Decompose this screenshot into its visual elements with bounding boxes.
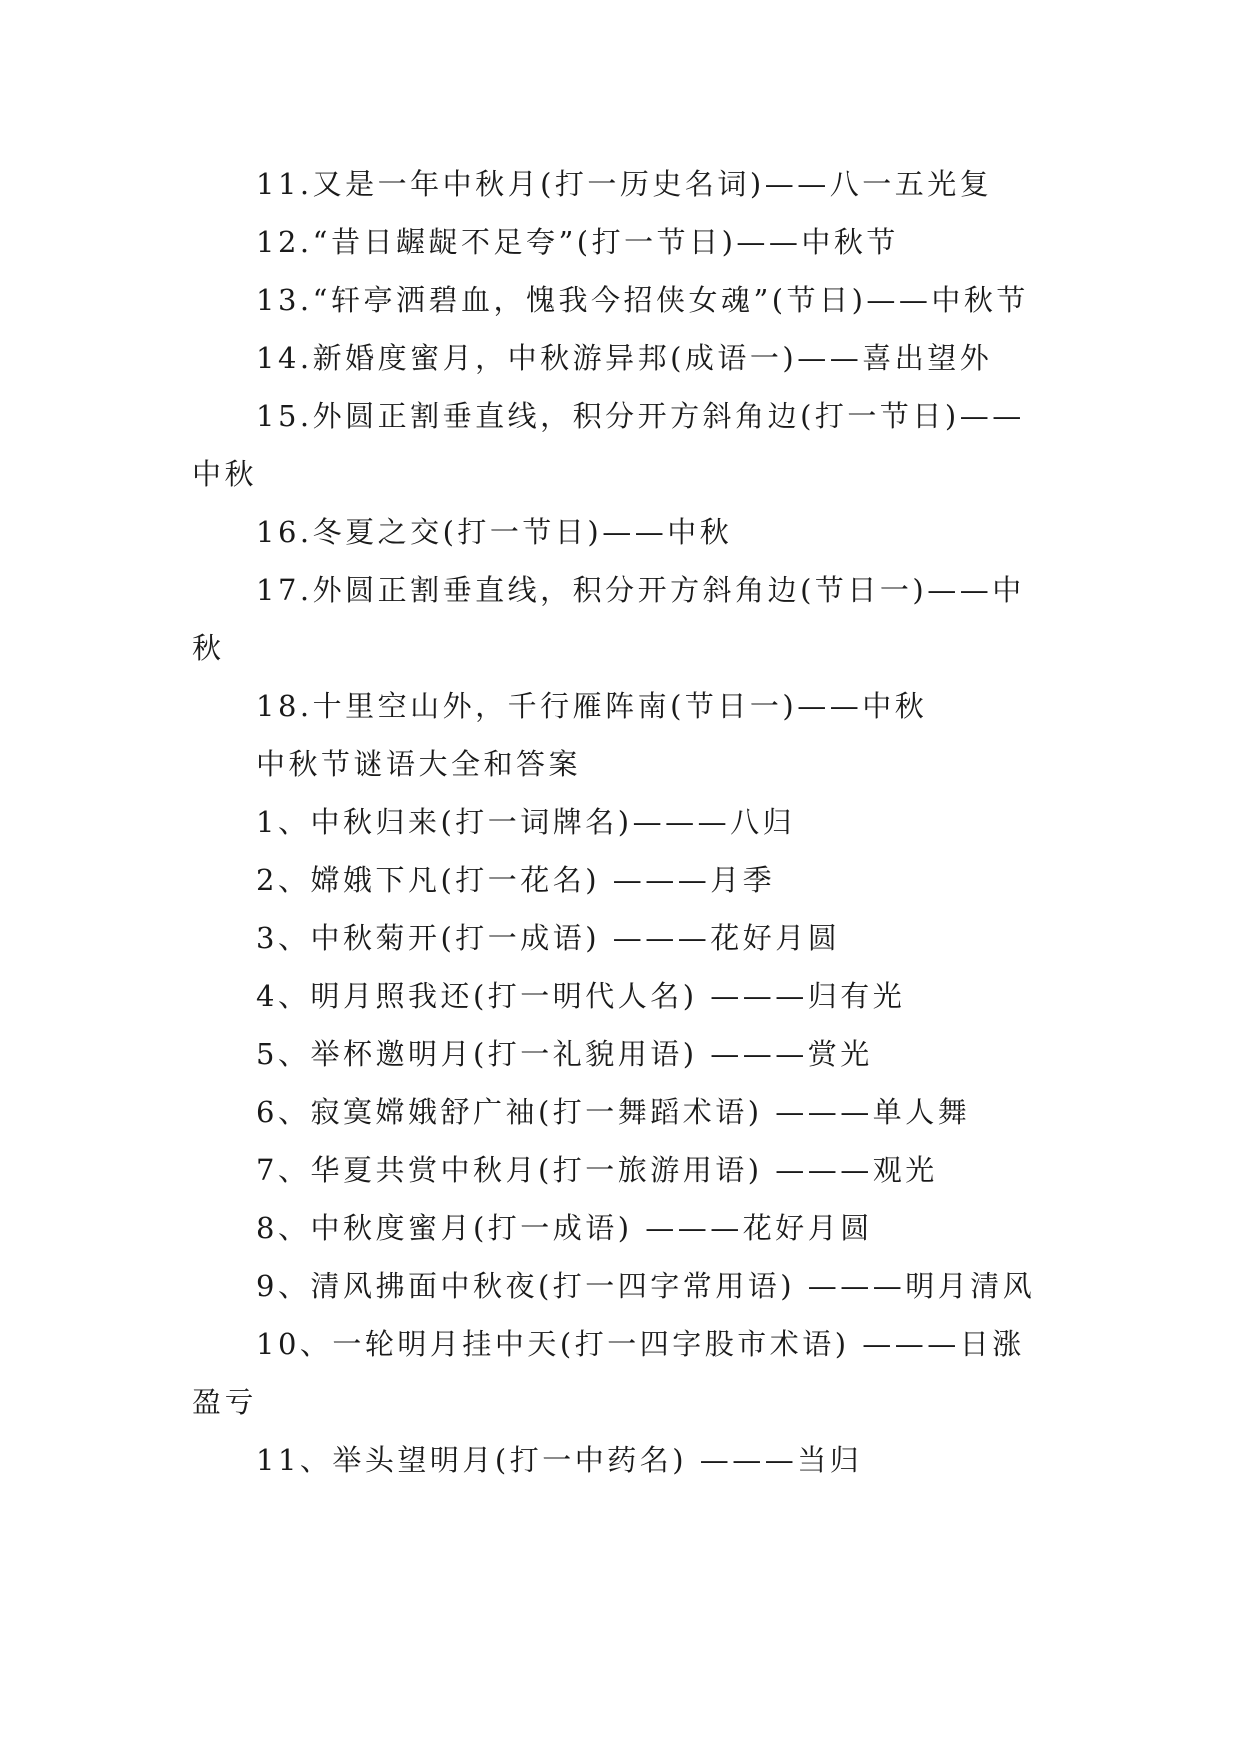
riddle-paragraph: 6、寂寞嫦娥舒广袖(打一舞蹈术语) ———单人舞 (256, 1095, 971, 1129)
riddle-paragraph: 9、清风拂面中秋夜(打一四字常用语) ———明月清风 (256, 1269, 1036, 1303)
riddle-paragraph: 3、中秋菊开(打一成语) ———花好月圆 (256, 921, 841, 955)
riddle-paragraph: 8、中秋度蜜月(打一成语) ———花好月圆 (256, 1211, 873, 1245)
riddle-paragraph: 13.“轩亭洒碧血，愧我今招侠女魂”(节日)——中秋节 (256, 283, 1029, 317)
riddle-paragraph: 5、举杯邀明月(打一礼貌用语) ———赏光 (256, 1037, 873, 1071)
riddle-paragraph: 4、明月照我还(打一明代人名) ———归有光 (256, 979, 906, 1013)
riddle-paragraph: 11.又是一年中秋月(打一历史名词)——八一五光复 (256, 167, 993, 201)
riddle-paragraph: 1、中秋归来(打一词牌名)———八归 (256, 805, 796, 839)
riddle-paragraph: 10、一轮明月挂中天(打一四字股市术语) ———日涨盈亏 (192, 1327, 1025, 1419)
riddle-paragraph: 12.“昔日龌龊不足夸”(打一节日)——中秋节 (256, 225, 899, 259)
riddle-paragraph: 2、嫦娥下凡(打一花名) ———月季 (256, 863, 776, 897)
riddle-paragraph: 18.十里空山外，千行雁阵南(节日一)——中秋 (256, 689, 928, 723)
riddle-paragraph: 7、华夏共赏中秋月(打一旅游用语) ———观光 (256, 1153, 938, 1187)
riddle-paragraph: 17.外圆正割垂直线，积分开方斜角边(节日一)——中秋 (192, 573, 1025, 665)
riddle-paragraph: 14.新婚度蜜月，中秋游异邦(成语一)——喜出望外 (256, 341, 993, 375)
riddle-paragraph: 16.冬夏之交(打一节日)——中秋 (256, 515, 733, 549)
riddle-paragraph: 15.外圆正割垂直线，积分开方斜角边(打一节日)——中秋 (192, 399, 1025, 491)
section-heading: 中秋节谜语大全和答案 (256, 747, 582, 781)
document-body (192, 155, 1052, 1489)
riddle-paragraph: 11、举头望明月(打一中药名) ———当归 (256, 1443, 863, 1477)
